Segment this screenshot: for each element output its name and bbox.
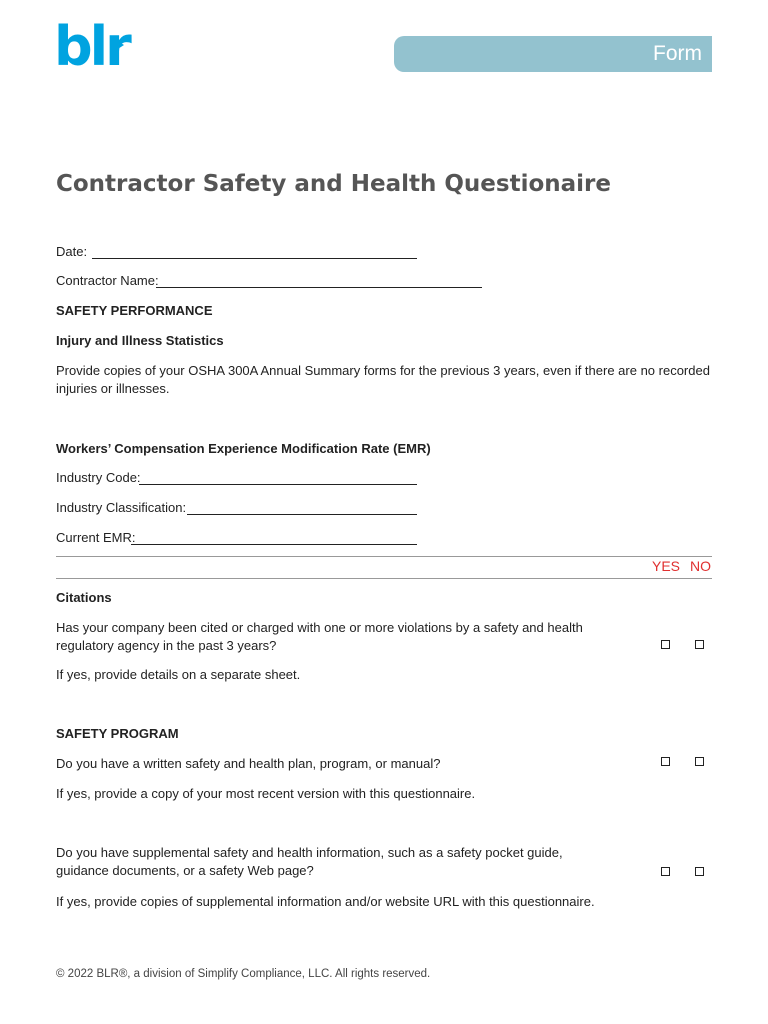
contractor-name-label: Contractor Name: xyxy=(56,273,159,288)
citations-yes-checkbox[interactable] xyxy=(661,640,670,649)
industry-classification-field[interactable] xyxy=(187,514,417,515)
citations-note: If yes, provide details on a separate sheet. xyxy=(56,667,301,682)
written-plan-no-checkbox[interactable] xyxy=(695,757,704,766)
supplemental-info-question: Do you have supplemental safety and health information, such as a safety pocket guide, guidance documents, or a safety Web page? xyxy=(56,845,563,878)
injury-statistics-text: Provide copies of your OSHA 300A Annual Summary forms for the previous 3 years, even if there are no recorded injuries or illnesses. xyxy=(56,363,710,396)
citations-heading: Citations xyxy=(56,590,112,605)
no-column-header: NO xyxy=(690,558,711,574)
blr-logo: blr xyxy=(54,15,129,78)
industry-code-label: Industry Code: xyxy=(56,470,141,485)
form-banner xyxy=(394,36,712,72)
date-label: Date: xyxy=(56,244,88,259)
citations-question: Has your company been cited or charged with one or more violations by a safety and health regulatory agency in the past 3 years? xyxy=(56,620,583,653)
current-emr-label: Current EMR: xyxy=(56,530,136,545)
citations-no-checkbox[interactable] xyxy=(695,640,704,649)
written-plan-note: If yes, provide a copy of your most recent version with this questionnaire. xyxy=(56,786,476,801)
supplemental-info-no-checkbox[interactable] xyxy=(695,867,704,876)
copyright-footer: © 2022 BLR®, a division of Simplify Compliance, LLC. All rights reserved. xyxy=(56,968,431,980)
industry-code-field[interactable] xyxy=(139,484,417,485)
contractor-name-field[interactable] xyxy=(156,287,482,288)
logo-arrow-icon xyxy=(110,36,124,54)
page-title: Contractor Safety and Health Questionaire xyxy=(56,171,611,197)
divider-bottom xyxy=(56,578,712,579)
safety-program-heading: SAFETY PROGRAM xyxy=(56,726,179,741)
form-label: Form xyxy=(653,42,702,65)
safety-performance-heading: SAFETY PERFORMANCE xyxy=(56,303,213,318)
date-field[interactable] xyxy=(92,258,417,259)
divider-top xyxy=(56,556,712,557)
supplemental-info-yes-checkbox[interactable] xyxy=(661,867,670,876)
yes-column-header: YES xyxy=(652,558,681,574)
current-emr-field[interactable] xyxy=(131,544,417,545)
emr-heading: Workers’ Compensation Experience Modification Rate (EMR) xyxy=(56,441,431,456)
written-plan-yes-checkbox[interactable] xyxy=(661,757,670,766)
injury-statistics-heading: Injury and Illness Statistics xyxy=(56,333,224,348)
written-plan-question: Do you have a written safety and health plan, program, or manual? xyxy=(56,756,441,771)
supplemental-info-note: If yes, provide copies of supplemental information and/or website URL with this questionnaire. xyxy=(56,894,595,909)
industry-classification-label: Industry Classification: xyxy=(56,500,187,515)
